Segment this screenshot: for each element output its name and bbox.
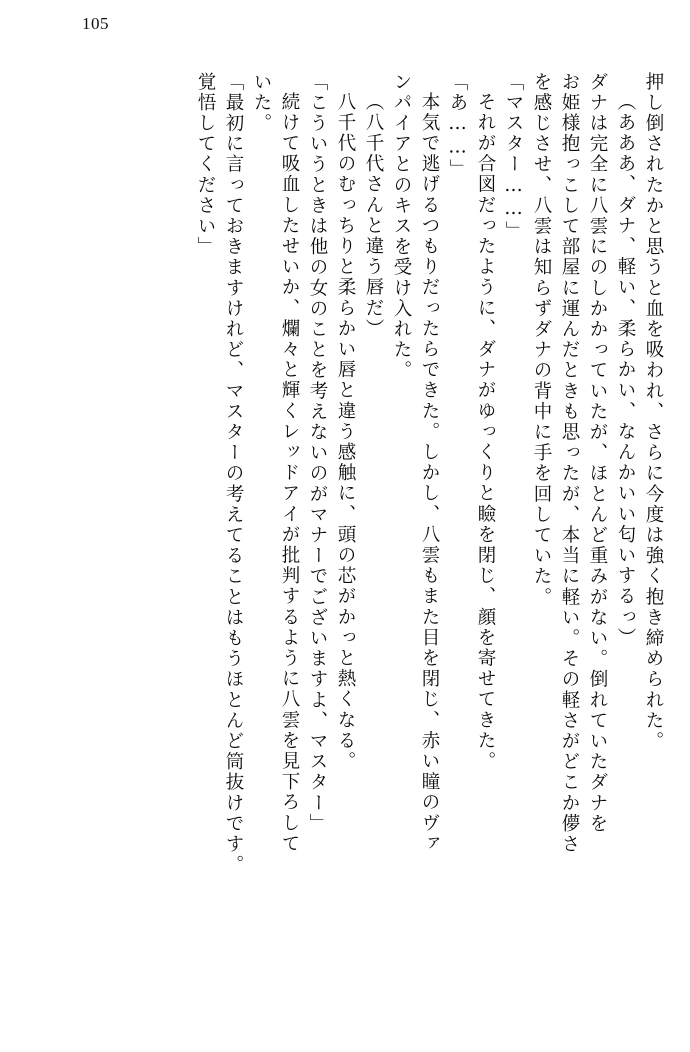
text-line: 八千代のむっちりと柔らかい唇と違う感触に、頭の芯がかっと熱くなる。 bbox=[335, 92, 356, 772]
text-line: ンパイアとのキスを受け入れた。 bbox=[391, 72, 412, 381]
text-line: 押し倒されたかと思うと血を吸われ、さらに今度は強く抱き締められた。 bbox=[643, 72, 664, 752]
text-line: を感じさせ、八雲は知らずダナの背中に手を回していた。 bbox=[531, 72, 552, 608]
page-number: 105 bbox=[82, 14, 109, 33]
body-text-columns bbox=[46, 72, 662, 1032]
text-line: 覚悟してください」 bbox=[195, 72, 216, 258]
text-line: 続けて吸血したせいか、爛々と輝くレッドアイが批判するように八雲を見下ろして bbox=[279, 92, 300, 855]
text-line: いた。 bbox=[251, 72, 272, 134]
text-line: お姫様抱っこして部屋に運んだときも思ったが、本当に軽い。その軽さがどこか儚さ bbox=[559, 72, 580, 855]
text-line: （あああ、ダナ、軽い、柔らかい、なんかいい匂いするっ） bbox=[615, 92, 636, 649]
text-line: 「最初に言っておきますけれど、マスターの考えてることはもうほとんど筒抜けです。 bbox=[223, 72, 244, 876]
text-line: 「マスター……」 bbox=[503, 72, 524, 242]
text-line: それが合図だったように、ダナがゆっくりと瞼を閉じ、顔を寄せてきた。 bbox=[475, 92, 496, 772]
text-line: ダナは完全に八雲にのしかかっていたが、ほとんど重みがない。倒れていたダナを bbox=[587, 72, 608, 835]
text-line: （八千代さんと違う唇だ） bbox=[363, 92, 384, 340]
text-line: 本気で逃げるつもりだったらできた。しかし、八雲もまた目を閉じ、赤い瞳のヴァ bbox=[419, 92, 440, 855]
text-line: 「あ……」 bbox=[447, 72, 468, 180]
text-line: 「こういうときは他の女のことを考えないのがマナーでございますよ、マスター」 bbox=[307, 72, 328, 835]
